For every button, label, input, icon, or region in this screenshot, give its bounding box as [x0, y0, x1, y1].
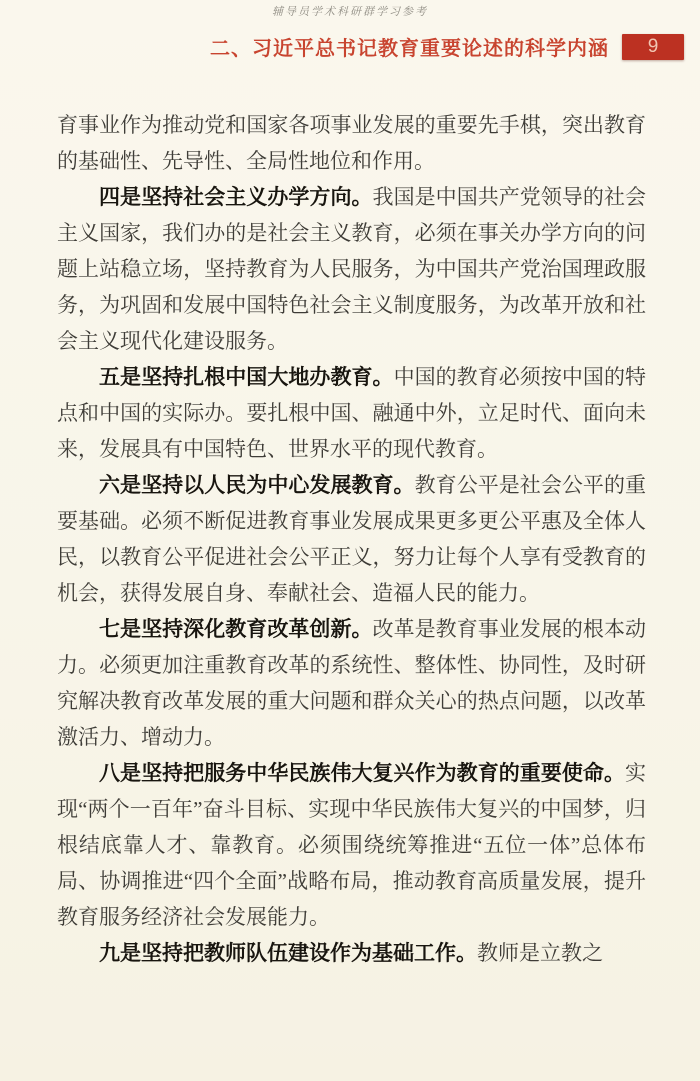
- paragraph-text: 教师是立教之: [477, 941, 603, 965]
- paragraph-text: 改革是教育事业发展的根本动力。必须更加注重教育改革的系统性、整体性、协同性，及时研究解决教育改革发展的重大问题和群众关心的热点问题，以改革激活力、增动力。: [57, 617, 647, 749]
- paragraph: [57, 107, 646, 179]
- paragraph-text: 我国是中国共产党领导的社会主义国家，我们办的是社会主义教育，必须在事关办学方向的问题上站稳立场，坚持教育为人民服务，为中国共产党治国理政服务，为巩固和发展中国特色社会主义制度服务，为改革开放和社会主义现代化建设服务。: [57, 185, 647, 353]
- paragraph: [57, 755, 646, 935]
- paragraph: [57, 467, 646, 611]
- chapter-header: [210, 32, 684, 61]
- paragraph-lead: 五是坚持扎根中国大地办教育。: [99, 365, 394, 389]
- page-number-box: [622, 34, 684, 60]
- paragraph-text: 中国的教育必须按中国的特点和中国的实际办。要扎根中国、融通中外，立足时代、面向未来，发展具有中国特色、世界水平的现代教育。: [57, 365, 647, 461]
- paragraph-lead: 八是坚持把服务中华民族伟大复兴作为教育的重要使命。: [99, 761, 625, 785]
- page-number: 9: [647, 35, 659, 57]
- paragraph-lead: 四是坚持社会主义办学方向。: [99, 185, 373, 209]
- paragraph: [57, 611, 646, 755]
- top-watermark: 辅导员学术科研群学习参考: [272, 5, 428, 18]
- paragraph-text: 实现“两个一百年”奋斗目标、实现中华民族伟大复兴的中国梦，归根结底靠人才、靠教育。必须围绕统筹推进“五位一体”总体布局、协调推进“四个全面”战略布局，推动教育高质量发展，提升教育服务经济社会发展能力。: [57, 761, 646, 929]
- paragraph-lead: 七是坚持深化教育改革创新。: [99, 617, 373, 641]
- paragraph: [57, 935, 646, 971]
- paragraph-text: 教育公平是社会公平的重要基础。必须不断促进教育事业发展成果更多更公平惠及全体人民，以教育公平促进社会公平正义，努力让每个人享有受教育的机会，获得发展自身、奉献社会、造福人民的能力。: [57, 473, 647, 605]
- paragraph-text: 育事业作为推动党和国家各项事业发展的重要先手棋，突出教育的基础性、先导性、全局性地位和作用。: [57, 113, 646, 173]
- chapter-title: 二、习近平总书记教育重要论述的科学内涵: [210, 38, 609, 60]
- paragraph: [57, 179, 646, 359]
- paragraph-lead: 九是坚持把教师队伍建设作为基础工作。: [99, 941, 477, 965]
- paragraph-lead: 六是坚持以人民为中心发展教育。: [99, 473, 415, 497]
- page-body: [57, 107, 646, 971]
- paragraph: [57, 359, 646, 467]
